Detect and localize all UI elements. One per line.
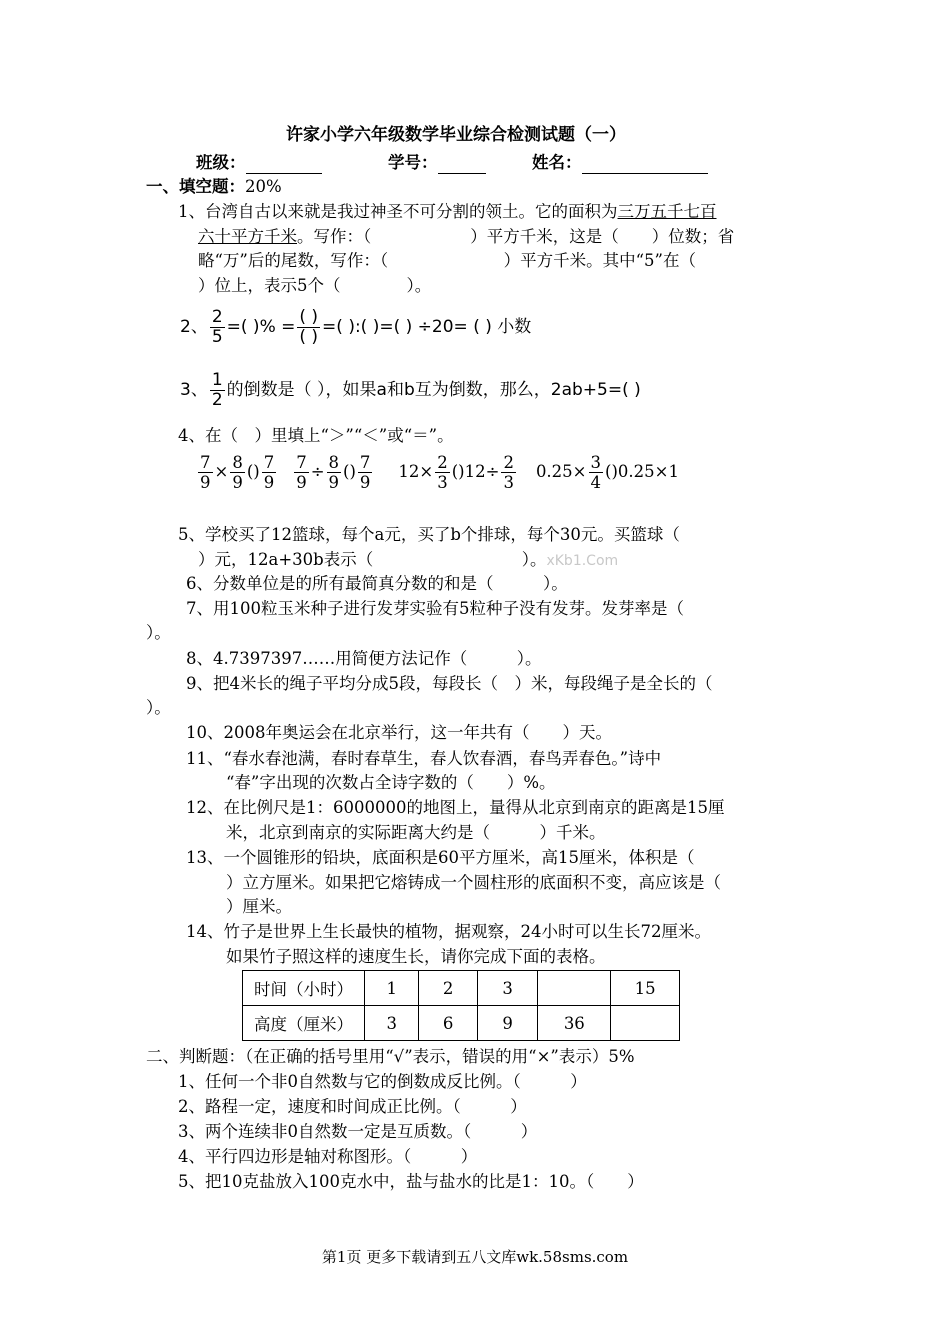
q4-e1-c-den: 9 <box>263 472 275 492</box>
section1-weight: 20% <box>245 177 282 196</box>
q4-e4-post: )0.25×1 <box>611 462 679 481</box>
q3-line <box>180 368 641 412</box>
q5-text: ）元，12a+30b表示（ ）。 <box>198 550 547 569</box>
q4-e2-a-num: 7 <box>296 452 307 472</box>
section1-heading <box>146 176 282 198</box>
q6-line: 6、分数单位是的所有最简真分数的和是（ ）。 <box>186 574 568 593</box>
table-cell: 9 <box>477 1006 538 1041</box>
q13-line1: 13、一个圆锥形的铅块，底面积是60平方厘米，高15厘米，体积是（ <box>186 848 695 867</box>
q1-line1 <box>178 201 717 223</box>
q4-expr1 <box>196 453 278 492</box>
q5-line1: 5、学校买了12篮球，每个a元，买了b个排球，每个30元。买篮球（ <box>178 525 680 544</box>
q4-e2-b <box>327 453 342 492</box>
q5-line2 <box>198 549 618 572</box>
q4-e2-b-num: 8 <box>328 452 340 472</box>
name-label: 姓名： <box>532 153 582 172</box>
q4-e2-a <box>294 453 309 492</box>
q7-line2: ）。 <box>146 623 171 642</box>
q3-fraction <box>210 371 225 410</box>
q4-e2-close: ) <box>349 462 356 481</box>
q4-e2-c <box>358 453 373 492</box>
q1-text: 1、台湾自古以来就是我过神圣不可分割的领土。它的面积为 <box>178 202 618 221</box>
q2-eq1: =( )% = <box>226 317 296 337</box>
q2-number: 2、 <box>180 317 208 337</box>
table-row <box>243 971 680 1006</box>
q4-e1-c <box>262 453 277 492</box>
q8-line: 8、4.7397397……用简便方法记作（ ）。 <box>186 649 542 668</box>
q1-text-2: 。写作：（ ）平方千米，这是（ ）位数；省 <box>297 227 735 246</box>
q10-line: 10、2008年奥运会在北京举行，这一年共有（ ）天。 <box>186 723 612 742</box>
judge-item-4: 4、平行四边形是轴对称图形。（ ） <box>178 1147 478 1166</box>
q4-e3-blank[interactable]: ( <box>451 462 459 481</box>
judge-item-2: 2、路程一定，速度和时间成正比例。（ ） <box>178 1097 527 1116</box>
table-cell: 3 <box>365 1006 419 1041</box>
q4-line: 4、在（ ）里填上“＞”“＜”或“＝”。 <box>178 426 454 445</box>
q4-e1-b-den: 9 <box>232 472 243 492</box>
growth-table <box>242 970 680 1041</box>
q4-e4-pre: 0.25× <box>535 462 587 481</box>
table-cell: 15 <box>611 971 680 1006</box>
q4-e3-b-num: 2 <box>437 452 448 472</box>
judge-item-1: 1、任何一个非0自然数与它的倒数成反比例。（ ） <box>178 1072 587 1091</box>
q11-line1: 11、“春水春池满，春时春草生，春人饮春酒，春鸟弄春色。”诗中 <box>186 749 662 768</box>
q4-e1-close: ) <box>253 462 260 481</box>
class-blank[interactable] <box>246 155 322 174</box>
name-blank[interactable] <box>582 155 708 174</box>
q4-e3-c-den: 3 <box>503 472 514 492</box>
q4-e1-op: × <box>214 462 229 481</box>
q4-expr4 <box>536 453 679 492</box>
q3-number: 3、 <box>180 380 208 400</box>
q3-frac-num: 1 <box>211 369 223 390</box>
q2-fraction-blank <box>297 308 320 347</box>
q9-line2: ）。 <box>146 698 171 717</box>
q2-line <box>180 302 531 352</box>
q4-e4-b-den: 4 <box>590 472 602 492</box>
q4-e2-a-den: 9 <box>296 472 307 492</box>
q14-line2: 如果竹子照这样的速度生长，请你完成下面的表格。 <box>226 947 606 966</box>
q13-line3: ）厘米。 <box>226 897 292 916</box>
page-footer: 第1页 更多下载请到五八文库wk.58sms.com <box>321 1248 629 1266</box>
q4-e4-b <box>589 453 604 492</box>
q4-e2-c-den: 9 <box>359 472 371 492</box>
table-cell: 36 <box>538 1006 611 1041</box>
student-id-label: 学号： <box>388 153 438 172</box>
watermark-text: xKb1.Com <box>546 553 619 569</box>
table-cell: 3 <box>477 971 538 1006</box>
table-cell-blank[interactable] <box>538 971 611 1006</box>
q4-e4-b-num: 3 <box>590 452 602 472</box>
name-field <box>532 152 708 174</box>
q1-line2 <box>198 226 734 248</box>
table-cell-header: 高度（厘米） <box>243 1006 365 1041</box>
q2-fraction <box>210 308 225 347</box>
q9-line1: 9、把4米长的绳子平均分成5段，每段长（ ）米，每段绳子是全长的（ <box>186 674 713 693</box>
q1-line3: 略“万”后的尾数，写作：（ ）平方千米。其中“5”在（ <box>198 251 696 270</box>
q11-line2: “春”字出现的次数占全诗字数的（ ）%。 <box>226 773 556 792</box>
judge-item-3: 3、两个连续非0自然数一定是互质数。（ ） <box>178 1122 538 1141</box>
q4-expressions <box>196 448 679 496</box>
q4-e2-op: ÷ <box>310 462 325 481</box>
table-row <box>243 1006 680 1041</box>
table-cell: 6 <box>419 1006 477 1041</box>
student-id-blank[interactable] <box>438 155 486 174</box>
q12-line2: 米，北京到南京的实际距离大约是（ ）千米。 <box>226 823 606 842</box>
q4-e4-blank[interactable]: ( <box>605 462 612 481</box>
class-label: 班级： <box>196 153 246 172</box>
table-cell-header: 时间（小时） <box>243 971 365 1006</box>
page-title: 许家小学六年级数学毕业综合检测试题（一） <box>286 125 626 145</box>
q4-e1-c-num: 7 <box>263 452 275 472</box>
table-cell: 1 <box>365 971 419 1006</box>
q4-e1-a <box>198 453 213 492</box>
q7-line1: 7、用100粒玉米种子进行发芽实验有5粒种子没有发芽。发芽率是（ <box>186 599 684 618</box>
q4-e3-b <box>435 453 450 492</box>
q2-frac-num: 2 <box>211 306 223 327</box>
q4-e3-c <box>501 453 516 492</box>
q4-expr3 <box>398 453 518 492</box>
q2-frac-den: 5 <box>211 326 223 347</box>
q2-frac2-num: ( ) <box>299 306 319 327</box>
q4-e3-c-num: 2 <box>503 452 514 472</box>
q4-e3-pre: 12× <box>398 462 434 481</box>
table-cell-blank[interactable] <box>611 1006 680 1041</box>
q4-e3-b-den: 3 <box>437 472 448 492</box>
q4-e2-blank[interactable]: ( <box>343 462 350 481</box>
q3-text: 的倒数是（ ），如果a和b互为倒数，那么，2ab+5=( ) <box>226 380 641 400</box>
q4-e1-b <box>230 453 245 492</box>
q13-line2: ）立方厘米。如果把它熔铸成一个圆柱形的底面积不变，高应该是（ <box>226 873 721 892</box>
q4-e2-b-den: 9 <box>328 472 340 492</box>
section2-heading: 二、判断题：（在正确的括号里用“√”表示，错误的用“×”表示）5% <box>146 1047 635 1066</box>
q1-line4: ）位上，表示5个（ ）。 <box>198 276 432 295</box>
q4-e1-a-den: 9 <box>200 472 211 492</box>
q4-expr2 <box>292 453 374 492</box>
q1-area-underlined: 三万五千七百 <box>617 202 717 221</box>
q2-rest: =( ):( )=( ) ÷20= ( ) 小数 <box>322 317 532 337</box>
student-id-field <box>388 152 486 174</box>
table-cell: 2 <box>419 971 477 1006</box>
q1-area-underlined-2: 六十平方千米 <box>198 227 297 246</box>
q14-line1: 14、竹子是世界上生长最快的植物，据观察，24小时可以生长72厘米。 <box>186 922 711 941</box>
q2-frac2-den: ( ) <box>299 326 319 347</box>
class-field <box>196 152 322 174</box>
q3-frac-den: 2 <box>211 389 223 410</box>
q4-e2-c-num: 7 <box>359 452 371 472</box>
q4-e1-blank[interactable]: ( <box>246 462 254 481</box>
q4-e1-b-num: 8 <box>232 452 243 472</box>
q4-e3-mid: )12÷ <box>458 462 500 481</box>
q12-line1: 12、在比例尺是1：6000000的地图上，量得从北京到南京的距离是15厘 <box>186 798 725 817</box>
judge-item-5: 5、把10克盐放入100克水中，盐与盐水的比是1：10。（ ） <box>178 1172 644 1191</box>
q4-e1-a-num: 7 <box>200 452 211 472</box>
section1-heading-text: 一、填空题： <box>146 177 245 196</box>
